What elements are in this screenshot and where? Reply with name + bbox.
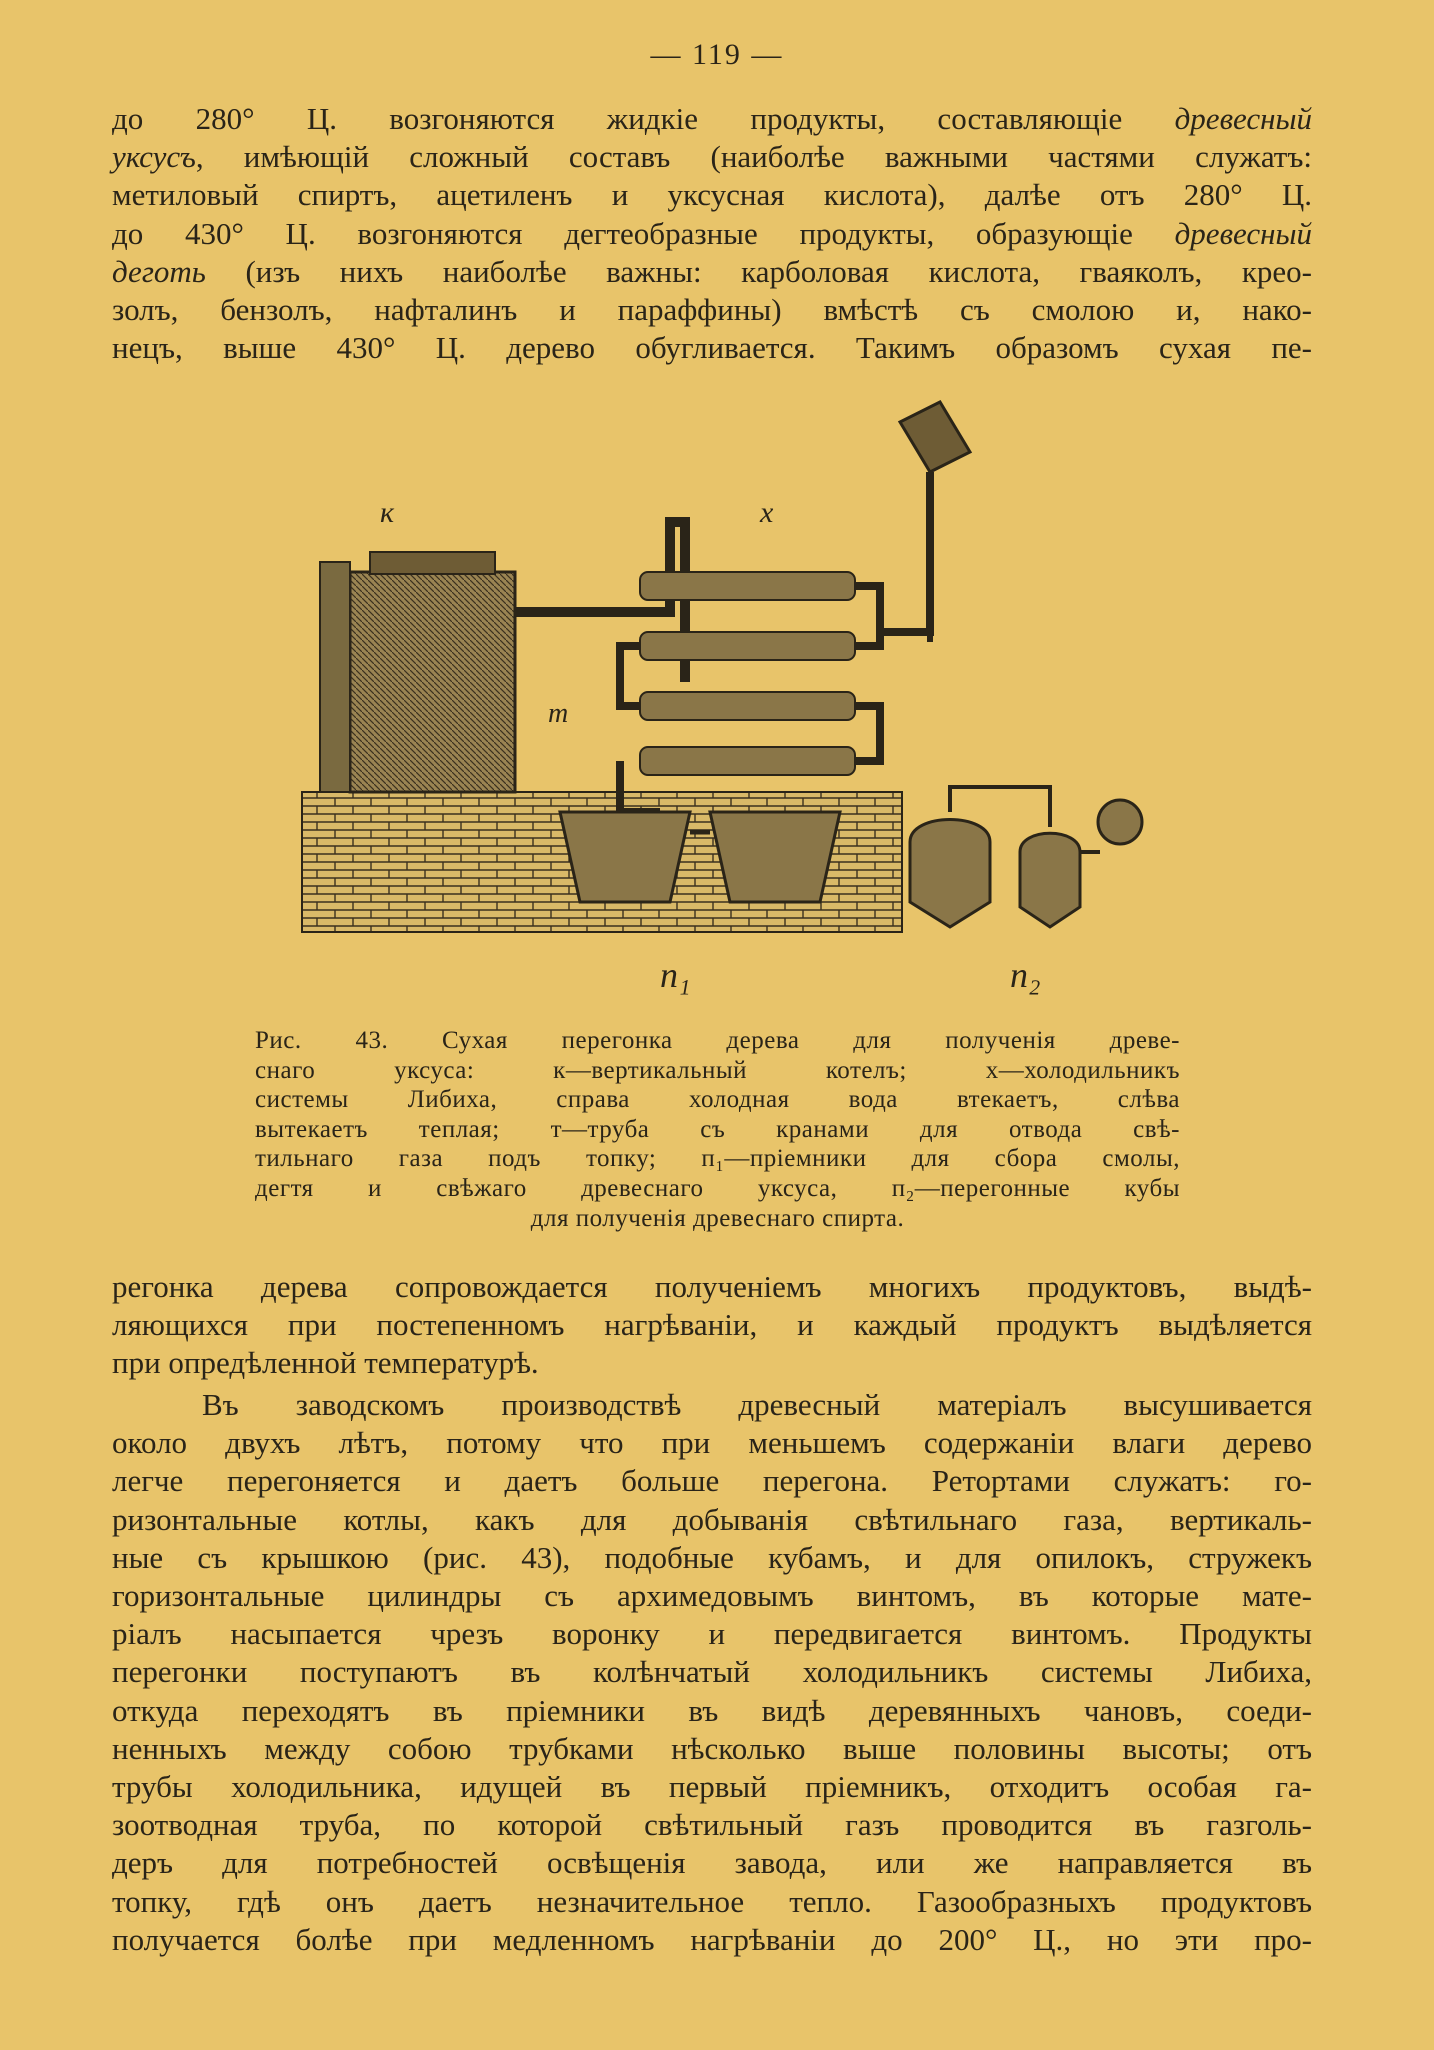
text-line: перегонки поступаютъ въ колѣнчатый холодильникъ системы Либиха, [112,1654,1312,1690]
caption-line: для полученія древеснаго спирта. [530,1204,905,1232]
caption-line: тильнаго газа подъ топку; п₁—пріемники для сбора смолы, [255,1145,1180,1173]
paragraph-top [112,100,1312,367]
text-line: ріалъ насыпается чрезъ воронку и передвигается винтомъ. Продукты [112,1616,1312,1652]
figure-caption [255,1026,1180,1233]
vertical-boiler [320,552,515,792]
text-line: золъ, бензолъ, нафталинъ и параффины) вмѣстѣ съ смолою и, нако- [112,292,1312,328]
text-line: ненныхъ между собою трубками нѣсколько выше половины высоты; отъ [112,1730,1312,1766]
stills-n2 [910,787,1142,927]
text-line: ляющихся при постепенномъ нагрѣваніи, и каждый продуктъ выдѣляется [112,1307,1312,1343]
figure-wood-distillation-apparatus [290,382,1170,1012]
caption-line: снаго уксуса: к—вертикальный котелъ; х—холодильникъ [255,1056,1180,1084]
paragraph-bottom [112,1386,1312,1959]
text-line: до 430° Ц. возгоняются дегтеобразные продукты, образующіе древесный [112,215,1313,251]
gas-pipe [900,402,970,642]
caption-line: вытекаетъ теплая; т—труба съ кранами для отвода свѣ- [255,1115,1180,1143]
text-line: получается болѣе при медленномъ нагрѣваніи до 200° Ц., но эти про- [112,1921,1312,1957]
text-line: до 280° Ц. возгоняются жидкіе продукты, составляющіе древесный [112,101,1313,136]
label-n2: п₂ [1010,955,1041,995]
text-line: зоотводная труба, по которой свѣтильный газъ проводится въ газголь- [112,1807,1312,1843]
text-line: нецъ, выше 430° Ц. дерево обугливается. Такимъ образомъ сухая пе- [112,330,1312,366]
label-x: х [760,496,774,529]
text-line: метиловый спиртъ, ацетиленъ и уксусная кислота), далѣе отъ 280° Ц. [112,177,1312,213]
caption-line: Рис. 43. Сухая перегонка дерева для полученія древе- [255,1027,1180,1054]
text-line: уксусъ, имѣющій сложный составъ (наиболѣе важными частями служатъ: [112,139,1312,175]
caption-line: системы Либиха, справа холодная вода втекаетъ, слѣва [255,1086,1180,1114]
text-line: деготь (изъ нихъ наиболѣе важны: карболовая кислота, гваяколъ, крео- [112,253,1312,289]
text-line: откуда переходятъ въ пріемники въ видѣ деревянныхъ чановъ, соеди- [112,1692,1312,1728]
text-line: около двухъ лѣтъ, потому что при меньшемъ содержаніи влаги дерево [112,1425,1312,1461]
liebig-condenser [515,472,930,812]
label-t: т [548,698,569,729]
page-number: — 119 — [650,38,784,71]
text-line: Въ заводскомъ производствѣ древесный матеріалъ высушивается [202,1387,1312,1422]
text-line: легче перегоняется и даетъ больше перегона. Ретортами служатъ: го- [112,1463,1312,1499]
caption-line: дегтя и свѣжаго древеснаго уксуса, п₂—перегонные кубы [255,1174,1180,1202]
text-line: топку, гдѣ онъ даетъ незначительное тепло. Газообразныхъ продуктовъ [112,1883,1312,1919]
text-line: регонка дерева сопровождается полученіемъ многихъ продуктовъ, выдѣ- [112,1269,1312,1304]
text-line: при опредѣленной температурѣ. [112,1345,539,1381]
label-n1: п₁ [660,955,691,995]
paragraph-middle [112,1268,1312,1383]
text-line: трубы холодильника, идущей въ первый пріемникъ, отходитъ особая га- [112,1769,1312,1805]
label-k: к [380,496,395,529]
text-line: ризонтальные котлы, какъ для добыванія свѣтильнаго газа, вертикаль- [112,1501,1312,1537]
text-line: деръ для потребностей освѣщенія завода, или же направляется въ [112,1845,1312,1881]
text-line: горизонтальные цилиндры съ архимедовымъ винтомъ, въ которые мате- [112,1578,1312,1614]
text-line: ные съ крышкою (рис. 43), подобные кубамъ, и для опилокъ, стружекъ [112,1539,1312,1575]
